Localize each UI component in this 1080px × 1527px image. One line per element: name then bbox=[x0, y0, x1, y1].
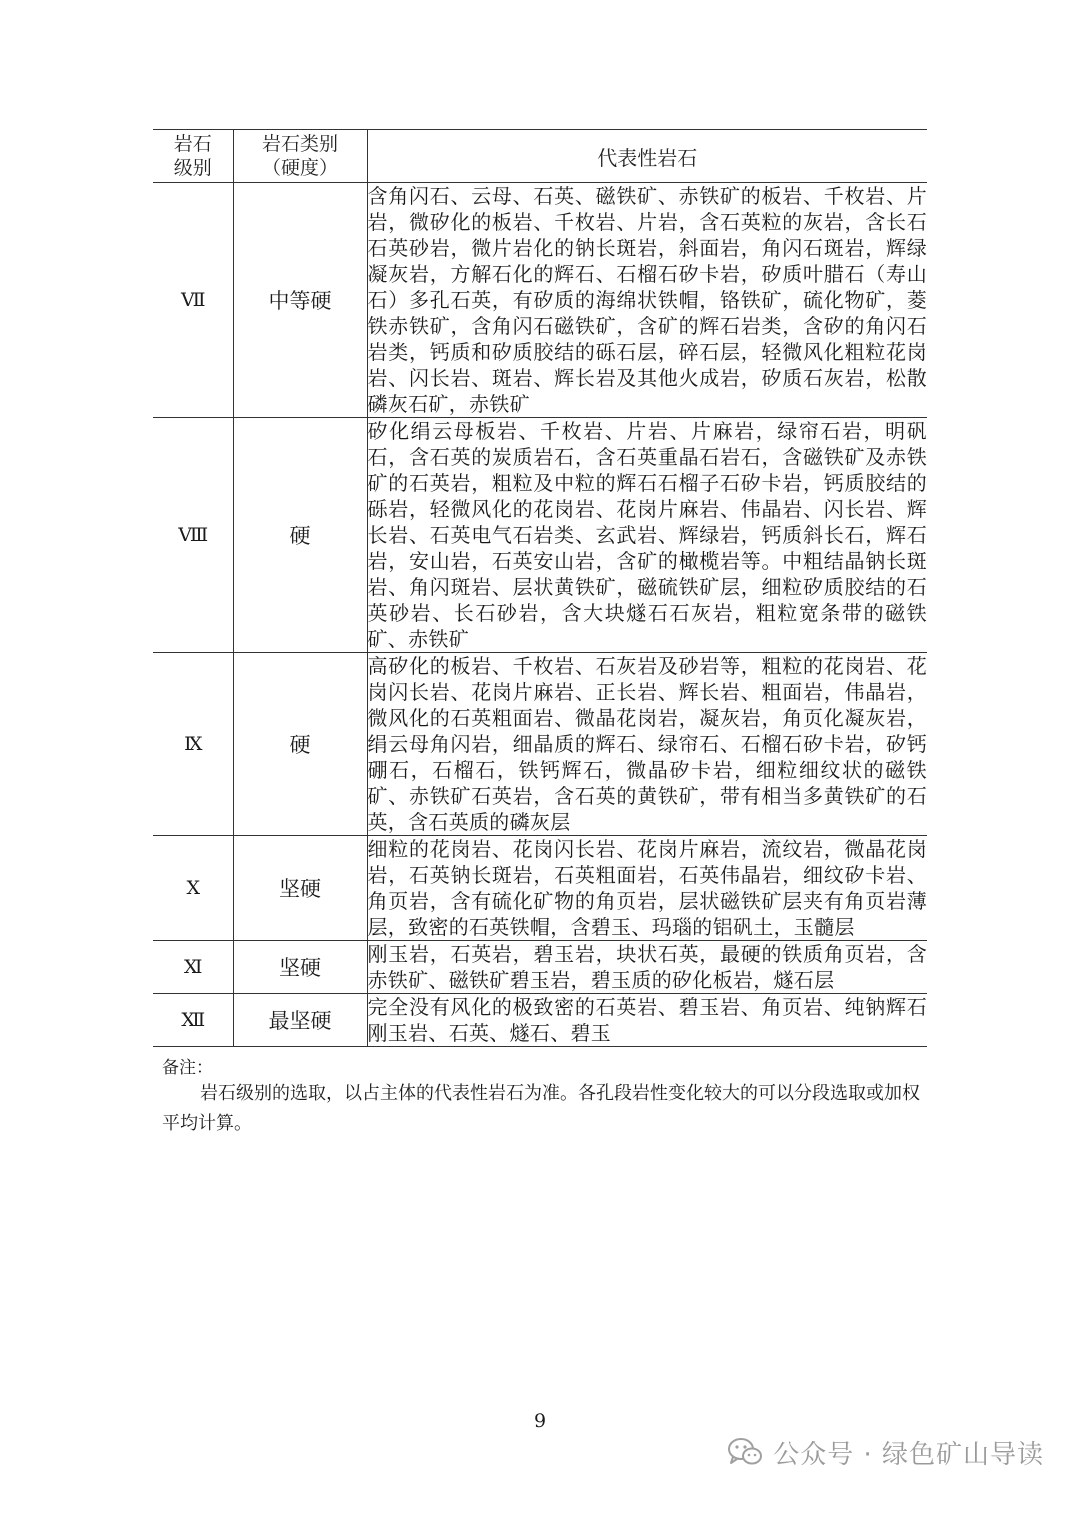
table-row bbox=[153, 836, 927, 941]
table-row bbox=[153, 941, 927, 994]
table-row bbox=[153, 418, 927, 653]
rock-grade-cell: Ⅸ bbox=[153, 653, 233, 836]
representative-rocks-cell: 含角闪石、云母、石英、磁铁矿、赤铁矿的板岩、千枚岩、片岩，微矽化的板岩、千枚岩、片岩，含石英粒的灰岩，含长石石英砂岩，微片岩化的钠长斑岩，斜面岩，角闪石斑岩，辉绿凝灰岩，方解石化的辉石、石榴石矽卡岩，矽质叶腊石（寿山石）多孔石英，有矽质的海绵状铁帽，铬铁矿，硫化物矿，菱铁赤铁矿，含角闪石磁铁矿，含矿的辉石岩类，含矽的角闪石岩类，钙质和矽质胶结的砾石层，碎石层，轻微风化粗粒花岗岩、闪长岩、斑岩、辉长岩及其他火成岩，矽质石灰岩，松散磷灰石矿，赤铁矿 bbox=[367, 184, 927, 416]
rock-grade-cell: Ⅷ bbox=[153, 418, 233, 653]
rock-grade-cell: Ⅺ bbox=[153, 941, 233, 994]
representative-rocks-cell: 矽化绢云母板岩、千枚岩、片岩、片麻岩，绿帘石岩，明矾石，含石英的炭质岩石，含石英重晶石岩石，含磁铁矿及赤铁矿的石英岩，粗粒及中粒的辉石石榴子石矽卡岩，钙质胶结的砾岩，轻微风化的花岗岩、花岗片麻岩、伟晶岩、闪长岩、辉长岩、石英电气石岩类、玄武岩、辉绿岩，钙质斜长石，辉石岩，安山岩，石英安山岩，含矿的橄榄岩等。中粗结晶钠长斑岩、角闪斑岩、层状黄铁矿，磁硫铁矿层，细粒矽质胶结的石英砂岩、长石砂岩，含大块燧石石灰岩，粗粒宽条带的磁铁矿、赤铁矿 bbox=[367, 419, 927, 651]
representative-rocks-cell: 刚玉岩，石英岩，碧玉岩，块状石英，最硬的铁质角页岩，含赤铁矿、磁铁矿碧玉岩，碧玉质的矽化板岩，燧石层 bbox=[367, 942, 927, 992]
header-representative-rocks: 代表性岩石 bbox=[367, 130, 927, 183]
note-text: 岩石级别的选取，以占主体的代表性岩石为准。各孔段岩性变化较大的可以分段选取或加权平均计算。 bbox=[162, 1083, 920, 1134]
rock-category-cell: 硬 bbox=[233, 653, 367, 836]
header-rock-category bbox=[233, 130, 367, 183]
rock-grade-cell: Ⅶ bbox=[153, 183, 233, 418]
header-rock-category-line1: 岩石类别 bbox=[261, 133, 338, 155]
rock-category-cell: 硬 bbox=[233, 418, 367, 653]
table-row bbox=[153, 994, 927, 1047]
representative-rocks-cell: 高矽化的板岩、千枚岩、石灰岩及砂岩等，粗粒的花岗岩、花岗闪长岩、花岗片麻岩、正长岩、辉长岩、粗面岩，伟晶岩，微风化的石英粗面岩、微晶花岗岩，凝灰岩，角页化凝灰岩，绢云母角闪岩，细晶质的辉石、绿帘石、石榴石矽卡岩，矽钙硼石，石榴石，铁钙辉石，微晶矽卡岩，细粒细纹状的磁铁矿、赤铁矿石英岩，含石英的黄铁矿，带有相当多黄铁矿的石英，含石英质的磷灰层 bbox=[367, 654, 927, 834]
rock-classification-table bbox=[153, 129, 927, 1047]
rock-grade-cell: Ⅹ bbox=[153, 836, 233, 941]
rock-category-cell: 坚硬 bbox=[233, 836, 367, 941]
watermark-text: 公众号 · 绿色矿山导读 bbox=[773, 1439, 1044, 1470]
table-row bbox=[153, 183, 927, 418]
representative-rocks-cell: 细粒的花岗岩、花岗闪长岩、花岗片麻岩，流纹岩，微晶花岗岩，石英钠长斑岩，石英粗面岩，石英伟晶岩，细纹矽卡岩、角页岩，含有硫化矿物的角页岩，层状磁铁矿层夹有角页岩薄层，致密的石英铁帽，含碧玉、玛瑙的铝矾土，玉髓层 bbox=[367, 837, 927, 939]
rock-category-cell: 坚硬 bbox=[233, 941, 367, 994]
watermark bbox=[727, 1432, 1044, 1472]
page-number: 9 bbox=[533, 1410, 547, 1432]
header-rock-grade bbox=[153, 130, 233, 183]
header-rock-grade-label: 岩石级别 bbox=[173, 133, 212, 179]
rock-category-cell: 中等硬 bbox=[233, 183, 367, 418]
header-rock-category-line2: （硬度） bbox=[261, 157, 338, 179]
table-row bbox=[153, 653, 927, 836]
rock-category-cell: 最坚硬 bbox=[233, 994, 367, 1047]
wechat-icon bbox=[727, 1437, 763, 1467]
representative-rocks-cell: 完全没有风化的极致密的石英岩、碧玉岩、角页岩、纯钠辉石刚玉岩、石英、燧石、碧玉 bbox=[367, 995, 927, 1045]
note-label: 备注： bbox=[162, 1058, 213, 1078]
rock-grade-cell: Ⅻ bbox=[153, 994, 233, 1047]
table-header-row bbox=[153, 130, 927, 183]
